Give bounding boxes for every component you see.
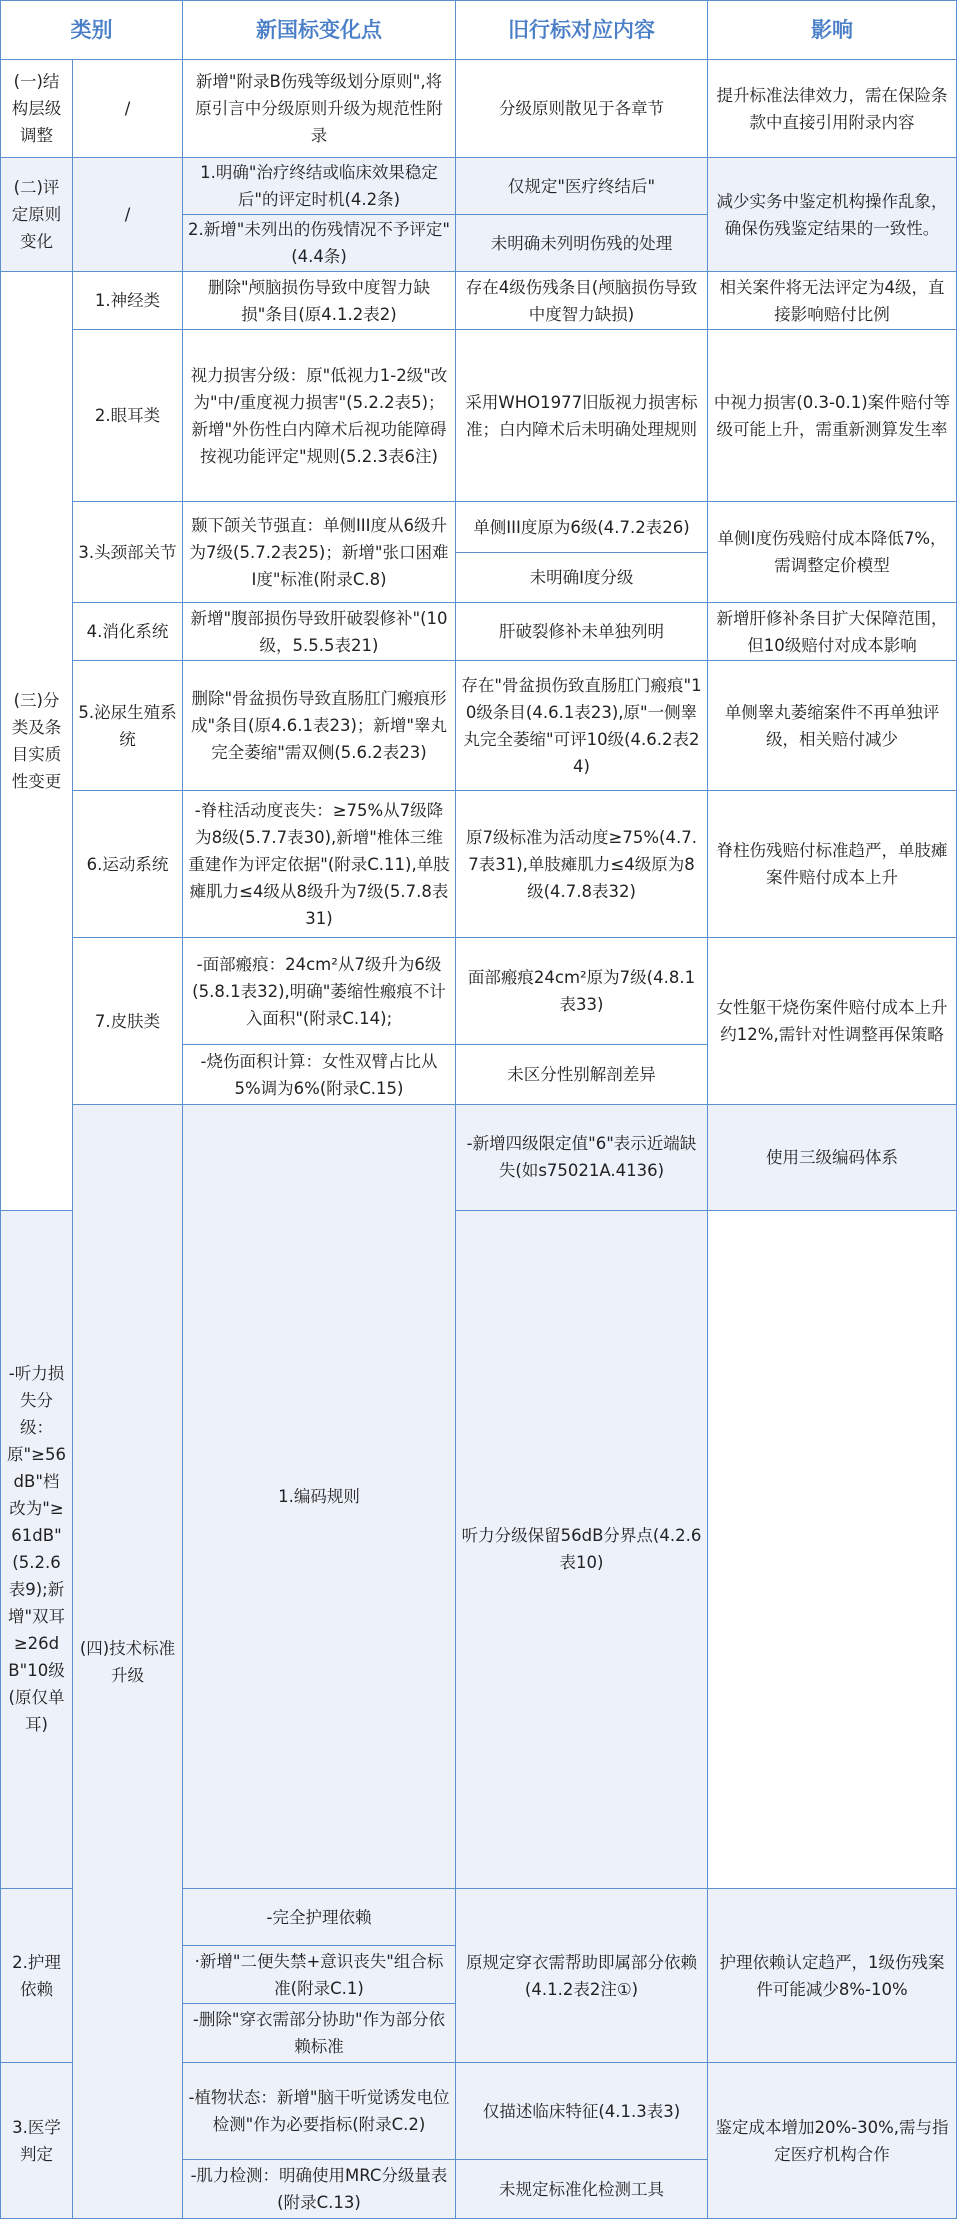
new-change-cell: 新增"附录B伤残等级划分原则",将原引言中分级原则升级为规范性附录 <box>183 60 456 158</box>
subcategory-cell: 7.皮肤类 <box>73 938 183 1105</box>
new-change-cell: 新增"腹部损伤导致肝破裂修补"(10级，5.5.5表21) <box>183 603 456 661</box>
new-change-cell: 颞下颌关节强直：单侧III度从6级升为7级(5.7.2表25)；新增"张口困难I度"标准(附录C.8) <box>183 502 456 603</box>
old-content-cell: 未明确未列明伤残的处理 <box>456 215 708 272</box>
table-row <box>1 791 957 938</box>
new-change-cell: 删除"骨盆损伤导致直肠肛门瘢痕形成"条目(原4.6.1表23)；新增"睾丸完全萎缩"需双侧(5.6.2表23) <box>183 661 456 791</box>
impact-cell: 减少实务中鉴定机构操作乱象，确保伤残鉴定结果的一致性。 <box>708 158 957 272</box>
subcategory-cell: 1.神经类 <box>73 272 183 330</box>
new-change-cell: -完全护理依赖 <box>183 1889 456 1946</box>
section-label: (二)评定原则变化 <box>1 158 73 272</box>
impact-cell: 中视力损害(0.3-0.1)案件赔付等级可能上升，需重新测算发生率 <box>708 330 957 502</box>
new-change-cell: 删除"颅脑损伤导致中度智力缺损"条目(原4.1.2表2) <box>183 272 456 330</box>
impact-cell: 单侧睾丸萎缩案件不再单独评级，相关赔付减少 <box>708 661 957 791</box>
subcategory-cell: 2.护理依赖 <box>1 1889 73 2063</box>
impact-cell: 脊柱伤残赔付标准趋严，单肢瘫案件赔付成本上升 <box>708 791 957 938</box>
header-new-standard: 新国标变化点 <box>183 1 456 60</box>
subcategory-cell: 2.眼耳类 <box>73 330 183 502</box>
old-content-cell: 单侧III度原为6级(4.7.2表26) <box>456 502 708 553</box>
subcategory-cell: 4.消化系统 <box>73 603 183 661</box>
old-content-cell: 肝破裂修补未单独列明 <box>456 603 708 661</box>
table-row <box>1 1105 957 1211</box>
new-change-cell: 1.明确"治疗终结或临床效果稳定后"的评定时机(4.2条) <box>183 158 456 215</box>
old-content-cell: 使用三级编码体系 <box>708 1105 957 1211</box>
impact-cell: 女性躯干烧伤案件赔付成本上升约12%,需针对性调整再保策略 <box>708 938 957 1105</box>
section-label: (四)技术标准升级 <box>73 1105 183 2219</box>
new-change-cell: -听力损失分级：原"≥56dB"档改为"≥61dB"(5.2.6表9);新增"双耳≥26dB"10级(原仅单耳) <box>1 1210 73 1888</box>
old-content-cell: 存在4级伤残条目(颅脑损伤导致中度智力缺损) <box>456 272 708 330</box>
impact-cell: 鉴定成本增加20%-30%,需与指定医疗机构合作 <box>708 2063 957 2219</box>
new-change-cell: 2.新增"未列出的伤残情况不予评定"(4.4条) <box>183 215 456 272</box>
old-content-cell: 仅规定"医疗终结后" <box>456 158 708 215</box>
table-row <box>1 272 957 330</box>
old-content-cell: 未明确I度分级 <box>456 553 708 603</box>
header-category: 类别 <box>1 1 183 60</box>
impact-cell: 提升标准法律效力，需在保险条款中直接引用附录内容 <box>708 60 957 158</box>
table-row <box>1 661 957 791</box>
table-row <box>1 60 957 158</box>
old-content-cell: 原7级标准为活动度≥75%(4.7.7表31),单肢瘫肌力≤4级原为8级(4.7.8表32) <box>456 791 708 938</box>
table-row <box>1 330 957 502</box>
table-row <box>1 938 957 1045</box>
subcategory-cell: 3.头颈部关节 <box>73 502 183 603</box>
section-label: (三)分类及条目实质性变更 <box>1 272 73 1211</box>
old-content-cell: 分级原则散见于各章节 <box>456 60 708 158</box>
new-change-cell: -植物状态：新增"脑干听觉诱发电位检测"作为必要指标(附录C.2) <box>183 2063 456 2160</box>
new-change-cell: -新增四级限定值"6"表示近端缺失(如s75021A.4136) <box>456 1105 708 1211</box>
old-content-cell: 存在"骨盆损伤致直肠肛门瘢痕"10级条目(4.6.1表23),原"一侧睾丸完全萎缩"可评10级(4.6.2表24) <box>456 661 708 791</box>
new-change-cell: -面部瘢痕：24cm²从7级升为6级(5.8.1表32),明确"萎缩性瘢痕不计入面积"(附录C.14); <box>183 938 456 1045</box>
header-old-standard: 旧行标对应内容 <box>456 1 708 60</box>
new-change-cell: -脊柱活动度丧失：≥75%从7级降为8级(5.7.7表30),新增"椎体三维重建作为评定依据"(附录C.11),单肢瘫肌力≤4级从8级升为7级(5.7.8表31) <box>183 791 456 938</box>
new-change-cell: -烧伤面积计算：女性双臂占比从5%调为6%(附录C.15) <box>183 1045 456 1105</box>
new-change-cell: ·新增"二便失禁+意识丧失"组合标准(附录C.1) <box>183 1946 456 2004</box>
old-content-cell: 原规定穿衣需帮助即属部分依赖(4.1.2表2注①) <box>456 1889 708 2063</box>
subcategory-cell: / <box>73 60 183 158</box>
impact-cell: 相关案件将无法评定为4级，直接影响赔付比例 <box>708 272 957 330</box>
header-row <box>1 1 957 60</box>
new-change-cell: 视力损害分级：原"低视力1-2级"改为"中/重度视力损害"(5.2.2表5)；新增"外伤性白内障术后视功能障碍按视功能评定"规则(5.2.3表6注) <box>183 330 456 502</box>
old-content-cell: 面部瘢痕24cm²原为7级(4.8.1表33) <box>456 938 708 1045</box>
table-row <box>1 502 957 553</box>
impact-cell: 单侧I度伤残赔付成本降低7%，需调整定价模型 <box>708 502 957 603</box>
subcategory-cell: 3.医学判定 <box>1 2063 73 2219</box>
old-content-cell: 未区分性别解剖差异 <box>456 1045 708 1105</box>
subcategory-cell: 1.编码规则 <box>183 1105 456 1889</box>
subcategory-cell: 6.运动系统 <box>73 791 183 938</box>
new-change-cell: -删除"穿衣需部分协助"作为部分依赖标准 <box>183 2004 456 2063</box>
section-label: (一)结构层级调整 <box>1 60 73 158</box>
old-content-cell: 采用WHO1977旧版视力损害标准；白内障术后未明确处理规则 <box>456 330 708 502</box>
old-content-cell: 仅描述临床特征(4.1.3表3) <box>456 2063 708 2160</box>
table-row <box>1 603 957 661</box>
subcategory-cell: 5.泌尿生殖系统 <box>73 661 183 791</box>
old-content-cell: 听力分级保留56dB分界点(4.2.6表10) <box>456 1210 708 1888</box>
table-row <box>1 158 957 215</box>
impact-cell: 新增肝修补条目扩大保障范围，但10级赔付对成本影响 <box>708 603 957 661</box>
old-content-cell: 未规定标准化检测工具 <box>456 2160 708 2219</box>
impact-cell: 护理依赖认定趋严，1级伤残案件可能减少8%-10% <box>708 1889 957 2063</box>
subcategory-cell: / <box>73 158 183 272</box>
new-change-cell: -肌力检测：明确使用MRC分级量表(附录C.13) <box>183 2160 456 2219</box>
header-impact: 影响 <box>708 1 957 60</box>
